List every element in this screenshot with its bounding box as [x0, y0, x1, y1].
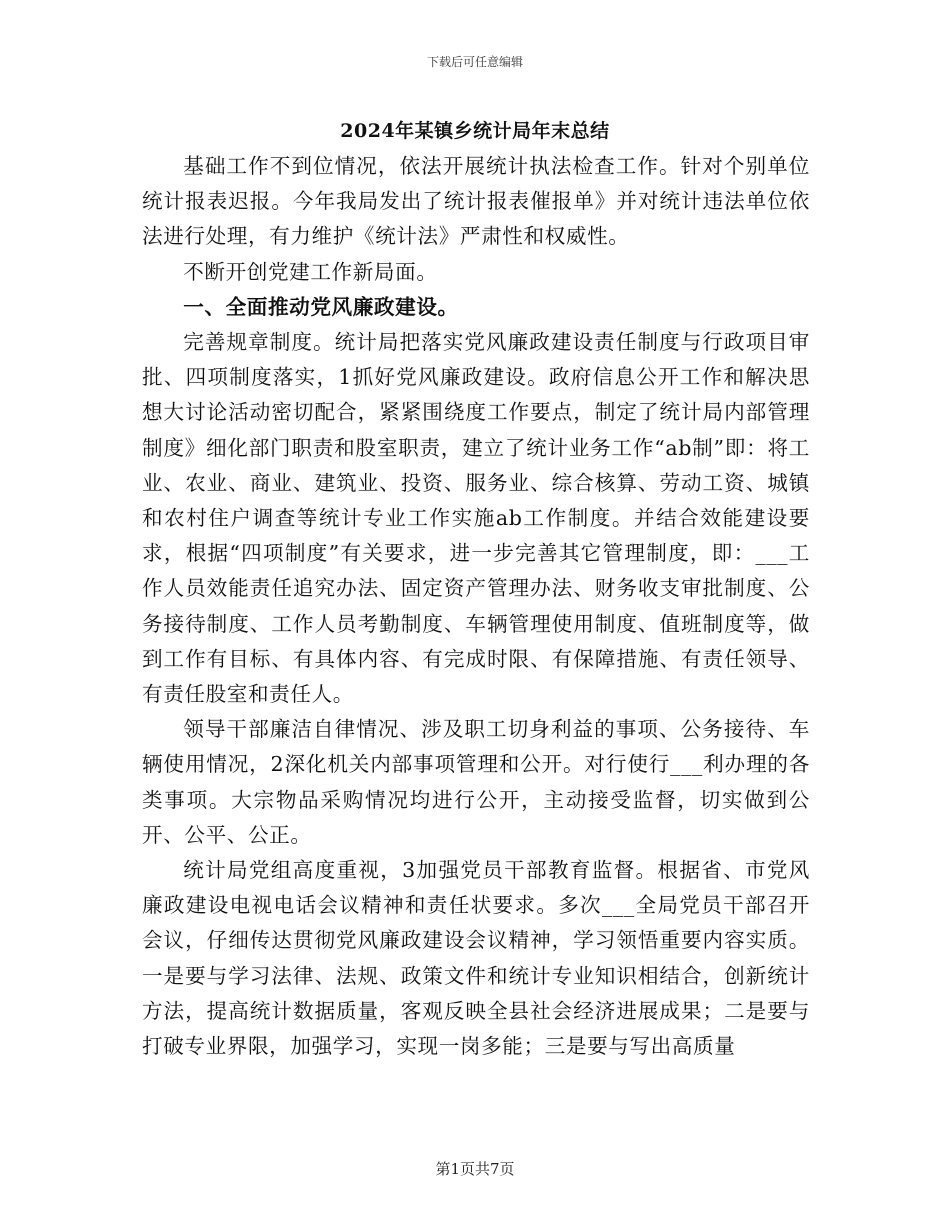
section-heading: 一、全面推动党风廉政建设。 [183, 294, 459, 319]
page-number: 第1页共7页 [435, 1160, 515, 1178]
paragraph: 完善规章制度。统计局把落实党风廉政建设责任制度与行政项目审批、四项制度落实，1抓好党风廉政建设。政府信息公开工作和解决思想大讨论活动密切配合，紧紧围绕度工作要点，制定了统计局内部管理制度》细化部门职责和股室职责，建立了统计业务工作“ab制”即：将工业、农业、商业、建筑业、投资、服务业、综合核算、劳动工资、城镇和农村住户调查等统计专业工作实施ab工作制度。并结合效能建设要求，根据“四项制度”有关要求，进一步完善其它管理制度，即：___工作人员效能责任追究办法、固定资产管理办法、财务收支审批制度、公务接待制度、工作人员考勤制度、车辆管理使用制度、值班制度等，做到工作有目标、有具体内容、有完成时限、有保障措施、有责任领导、有责任股室和责任人。 [142, 330, 810, 707]
document-title: 2024年某镇乡统计局年末总结 [340, 120, 610, 142]
document-body [142, 149, 810, 1064]
paragraph: 统计局党组高度重视，3加强党员干部教育监督。根据省、市党风廉政建设电视电话会议精神和责任状要求。多次___全局党员干部召开会议，仔细传达贯彻党风廉政建设会议精神，学习领悟重要内容实质。一是要与学习法律、法规、政策文件和统计专业知识相结合，创新统计方法，提高统计数据质量，客观反映全县社会经济进展成果；二是要与打破专业界限，加强学习，实现一岗多能；三是要与写出高质量 [142, 858, 810, 1059]
paragraph: 基础工作不到位情况，依法开展统计执法检查工作。针对个别单位统计报表迟报。今年我局发出了统计报表催报单》并对统计违法单位依法进行处理，有力维护《统计法》严肃性和权威性。 [142, 154, 810, 249]
paragraph: 不断开创党建工作新局面。 [183, 259, 438, 284]
paragraph: 领导干部廉洁自律情况、涉及职工切身利益的事项、公务接待、车辆使用情况，2深化机关内部事项管理和公开。对行使行___利办理的各类事项。大宗物品采购情况均进行公开，主动接受监督，切实做到公开、公平、公正。 [142, 717, 810, 847]
header-note: 下载后可任意编辑 [426, 55, 523, 69]
